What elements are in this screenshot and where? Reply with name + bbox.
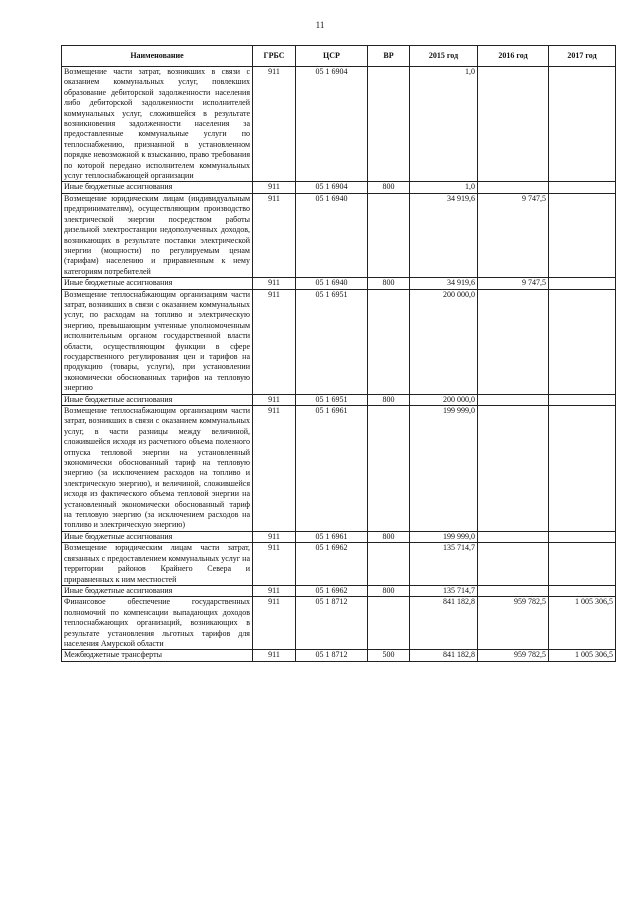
row-2017 [549, 585, 616, 596]
row-name: Возмещение теплоснабжающим организациям части затрат, возникших в связи с оказанием коммунальных услуг, по расходам на топливо и электрическую энергию, превышающим учтенные уполномоченным исполнительным органом государственной власти области, осуществляющим функции в сфере государственного регулирования цен и тарифов на продукцию (товары, услуги), при установлении экономически обоснованных тарифов на тепловую энергию [62, 289, 253, 394]
row-grbs: 911 [253, 585, 296, 596]
row-vr [368, 289, 410, 394]
row-name: Иные бюджетные ассигнования [62, 531, 253, 542]
row-2015: 841 182,8 [410, 597, 478, 650]
row-2017 [549, 394, 616, 405]
row-2016: 9 747,5 [478, 193, 549, 277]
column-header-vr: ВР [368, 46, 410, 67]
table-row [62, 650, 616, 661]
row-csr: 05 1 6940 [296, 193, 368, 277]
table-row [62, 289, 616, 394]
row-2016 [478, 394, 549, 405]
table-row [62, 531, 616, 542]
row-csr: 05 1 6904 [296, 182, 368, 193]
row-vr: 800 [368, 585, 410, 596]
row-csr: 05 1 6962 [296, 585, 368, 596]
row-2015: 1,0 [410, 67, 478, 182]
table-row [62, 406, 616, 532]
row-name: Межбюджетные трансферты [62, 650, 253, 661]
column-header-grbs: ГРБС [253, 46, 296, 67]
row-2017 [549, 182, 616, 193]
row-vr [368, 193, 410, 277]
row-name: Возмещение теплоснабжающим организациям части затрат, возникших в связи с оказанием коммунальных услуг, в части разницы между величиной, сложившейся исходя из расчетного объема полезного отпуска тепловой энергии на установленный экономически обоснованный тариф на тепловую энергию (за исключением расходов на топливо и электрическую энергию), и величиной, сложившейся исходя из фактического объема тепловой энергии на установленный экономически обоснованный тариф на тепловую энергию (за исключением расходов на топливо и электрическую энергию) [62, 406, 253, 532]
row-2015: 199 999,0 [410, 406, 478, 532]
row-csr: 05 1 8712 [296, 597, 368, 650]
row-vr [368, 406, 410, 532]
row-2017: 1 005 306,5 [549, 597, 616, 650]
row-vr: 800 [368, 278, 410, 289]
row-csr: 05 1 6940 [296, 278, 368, 289]
row-name: Иные бюджетные ассигнования [62, 394, 253, 405]
row-2015: 135 714,7 [410, 585, 478, 596]
row-name: Возмещение юридическим лицам (индивидуальным предпринимателям), осуществляющим производство электрической энергии посредством работы дизельной электростанции недополученных доходов, возникающих в результате поставки электрической энергии (мощности) по регулируемым ценам (тарифам) населению и приравненным к нему категориям потребителей [62, 193, 253, 277]
row-grbs: 911 [253, 543, 296, 586]
table-row [62, 182, 616, 193]
row-grbs: 911 [253, 289, 296, 394]
row-csr: 05 1 8712 [296, 650, 368, 661]
budget-table [61, 45, 616, 662]
row-2015: 34 919,6 [410, 278, 478, 289]
row-2015: 34 919,6 [410, 193, 478, 277]
row-name: Возмещение юридическим лицам части затрат, связанных с предоставлением коммунальных услуг на территории районов Крайнего Севера и приравненных к ним местностей [62, 543, 253, 586]
row-2016 [478, 543, 549, 586]
row-grbs: 911 [253, 193, 296, 277]
page-number: 11 [315, 20, 325, 30]
row-vr: 500 [368, 650, 410, 661]
row-grbs: 911 [253, 394, 296, 405]
row-name: Финансовое обеспечение государственных полномочий по компенсации выпадающих доходов теплоснабжающих организаций, возникающих в результате установления льготных тарифов для населения Амурской области [62, 597, 253, 650]
row-vr: 800 [368, 182, 410, 193]
row-vr [368, 543, 410, 586]
row-csr: 05 1 6951 [296, 394, 368, 405]
row-2017: 1 005 306,5 [549, 650, 616, 661]
row-csr: 05 1 6961 [296, 531, 368, 542]
row-2016 [478, 585, 549, 596]
table-row [62, 278, 616, 289]
row-csr: 05 1 6904 [296, 67, 368, 182]
row-2015: 135 714,7 [410, 543, 478, 586]
row-2016 [478, 531, 549, 542]
row-name: Иные бюджетные ассигнования [62, 182, 253, 193]
row-2017 [549, 289, 616, 394]
row-vr [368, 597, 410, 650]
row-grbs: 911 [253, 278, 296, 289]
table-row [62, 543, 616, 586]
column-header-2016: 2016 год [478, 46, 549, 67]
row-2015: 199 999,0 [410, 531, 478, 542]
row-csr: 05 1 6961 [296, 406, 368, 532]
row-2015: 200 000,0 [410, 289, 478, 394]
row-2017 [549, 67, 616, 182]
table-row [62, 67, 616, 182]
row-grbs: 911 [253, 597, 296, 650]
row-grbs: 911 [253, 182, 296, 193]
column-header-2015: 2015 год [410, 46, 478, 67]
row-grbs: 911 [253, 531, 296, 542]
row-2017 [549, 406, 616, 532]
row-2016 [478, 182, 549, 193]
row-2016 [478, 289, 549, 394]
table-row [62, 597, 616, 650]
row-2016 [478, 67, 549, 182]
column-header-2017: 2017 год [549, 46, 616, 67]
row-vr: 800 [368, 394, 410, 405]
row-csr: 05 1 6962 [296, 543, 368, 586]
row-2017 [549, 531, 616, 542]
column-header-csr: ЦСР [296, 46, 368, 67]
row-name: Возмещение части затрат, возникших в связи с оказанием коммунальных услуг, повлекших образование дебиторской задолженности населения либо дебиторской задолженности исполнителей коммунальных услуг, сложившейся в результате возникновения задолженности населения за предоставленные коммунальные услуги по теплоснабжению, признанной в установленном порядке невозможной к взысканию, право требования по которой передано исполнителем коммунальных услуг теплоснабжающей организации [62, 67, 253, 182]
row-2017 [549, 193, 616, 277]
row-name: Иные бюджетные ассигнования [62, 278, 253, 289]
table-header-row [62, 46, 616, 67]
row-csr: 05 1 6951 [296, 289, 368, 394]
row-2015: 841 182,8 [410, 650, 478, 661]
row-2016 [478, 406, 549, 532]
row-grbs: 911 [253, 67, 296, 182]
row-name: Иные бюджетные ассигнования [62, 585, 253, 596]
row-2015: 200 000,0 [410, 394, 478, 405]
row-grbs: 911 [253, 406, 296, 532]
row-2016: 9 747,5 [478, 278, 549, 289]
row-2015: 1,0 [410, 182, 478, 193]
row-2017 [549, 278, 616, 289]
table-row [62, 585, 616, 596]
row-vr [368, 67, 410, 182]
row-2016: 959 782,5 [478, 597, 549, 650]
row-grbs: 911 [253, 650, 296, 661]
row-2016: 959 782,5 [478, 650, 549, 661]
table-row [62, 193, 616, 277]
column-header-name: Наименование [62, 46, 253, 67]
row-vr: 800 [368, 531, 410, 542]
table-row [62, 394, 616, 405]
row-2017 [549, 543, 616, 586]
